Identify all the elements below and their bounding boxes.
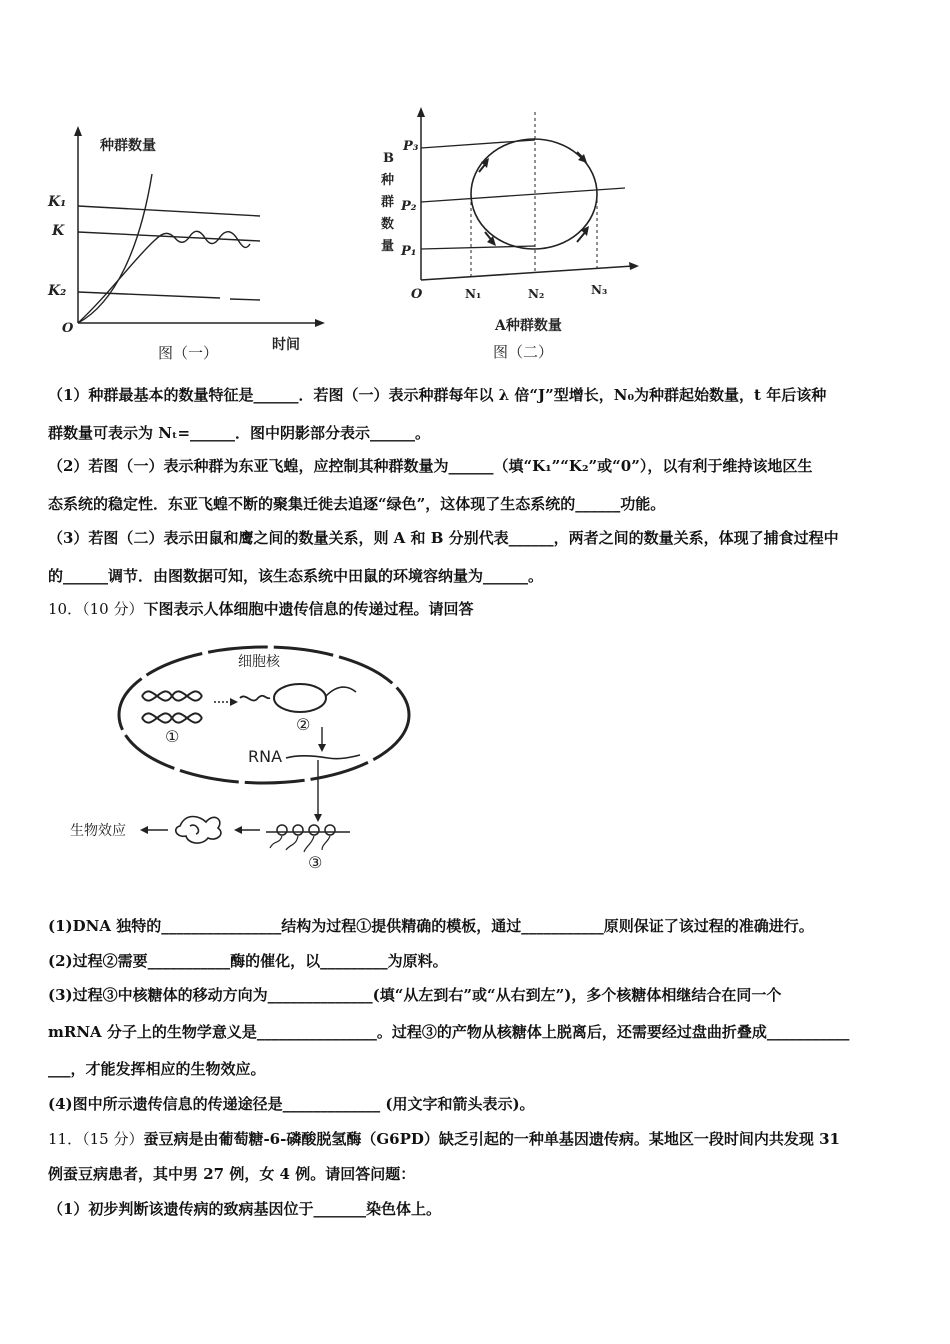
figure-1-graph (40, 118, 340, 370)
k2-line-segment (230, 299, 260, 300)
ribosome-4 (325, 825, 335, 835)
ribosome-1 (277, 825, 287, 835)
x-axis (421, 266, 633, 280)
ribosome-3 (309, 825, 319, 835)
step-2-marker: ② (296, 715, 311, 734)
folded-protein (176, 817, 221, 844)
q10-number: 10． (48, 600, 83, 618)
y-label-char-1: B (383, 151, 394, 166)
q11-stem-line1 (48, 1128, 910, 1150)
arrowhead-3-icon (314, 814, 322, 822)
q10-part4: (4)图中所示遗传信息的传递途径是_____________ (用文字和箭头表示)。 (48, 1095, 535, 1113)
ribosome-2 (293, 825, 303, 835)
arrowhead-4-icon (234, 826, 242, 834)
step-3-marker: ③ (308, 853, 323, 872)
gene-expression-diagram (60, 640, 420, 880)
arrowhead-1-icon (230, 698, 238, 706)
q11-stem-line2: 例蚕豆病患者，其中男 27 例，女 4 例。请回答问题： (48, 1165, 416, 1183)
x-axis-arrow-icon (315, 319, 325, 327)
q10-stem (48, 598, 910, 620)
nucleus-label: 细胞核 (238, 654, 280, 670)
p2-line (421, 188, 625, 202)
label-n3: N₃ (591, 283, 608, 297)
polypeptide-chains (270, 836, 330, 852)
rna-label: RNA (248, 747, 283, 766)
figure-2 (375, 102, 665, 370)
q9-part2-line1: （2）若图（一）表示种群为东亚飞蝗，应控制其种群数量为______（填“K₁”“K₂”或“0”），以有利于维持该地区生 (48, 457, 813, 475)
figure-2-graph (375, 102, 665, 370)
y-axis-arrow-icon (74, 126, 82, 136)
s-curve (78, 231, 250, 323)
figure-1-caption: 图（一） (158, 344, 219, 362)
q9-part3-line2: 的______调节．由图数据可知，该生态系统中田鼠的环境容纳量为______。 (48, 567, 544, 585)
x-axis-arrow-icon (629, 262, 639, 270)
label-n1: N₁ (465, 287, 482, 301)
mrna-in-nucleus (286, 755, 360, 759)
label-p3: P₃ (403, 139, 419, 154)
q11-number: 11． (48, 1130, 83, 1148)
x-axis-label: 时间 (272, 337, 300, 353)
x-axis-label: A种群数量 (495, 318, 562, 334)
transcription-dna (240, 696, 270, 701)
q10-part3-line3: ___，才能发挥相应的生物效应。 (48, 1060, 266, 1078)
q10-part3-line1: (3)过程③中核糖体的移动方向为______________(填“从左到右”或“从右到左”)，多个核糖体相继结合在同一个 (48, 986, 782, 1004)
y-label-char-3: 群 (381, 195, 395, 210)
q10-part2: (2)过程②需要___________酶的催化，以_________为原料。 (48, 952, 448, 970)
figure-2-caption: 图（二） (493, 343, 554, 361)
j-curve (78, 174, 152, 323)
label-n2: N₂ (528, 287, 545, 301)
arrowhead-5-icon (140, 826, 148, 834)
q11-part1: （1）初步判断该遗传病的致病基因位于_______染色体上。 (48, 1200, 441, 1218)
q11-stem-text: 蚕豆病是由葡萄糖-6-磷酸脱氢酶（G6PD）缺乏引起的一种单基因遗传病。某地区一段时间内共发现 31 (143, 1130, 840, 1148)
y-axis-arrow-icon (417, 107, 425, 117)
y-label-char-2: 种 (381, 173, 395, 188)
figure-1 (40, 118, 340, 370)
y-label-char-4: 数 (381, 217, 395, 232)
label-p1: P₁ (401, 244, 417, 259)
effect-label: 生物效应 (70, 823, 126, 839)
y-label-char-5: 量 (381, 239, 395, 254)
label-p2: P₂ (401, 199, 417, 214)
k1-line (78, 206, 260, 216)
step-1-marker: ① (165, 727, 180, 746)
arrowhead-2-icon (318, 744, 326, 752)
k2-line (78, 292, 220, 298)
q9-part1-line2: 群数量可表示为 Nₜ=______．图中阴影部分表示______。 (48, 424, 431, 442)
gene-expression-svg (60, 640, 420, 880)
transcription-bubble (274, 684, 326, 712)
q11-score: （15 分） (82, 1130, 144, 1148)
q9-part3-line1: （3）若图（二）表示田鼠和鹰之间的数量关系，则 A 和 B 分别代表______，两者之间的数量关系，体现了捕食过程中 (48, 529, 839, 547)
rna-strand-out (326, 687, 356, 696)
q9-part1-line1: （1）种群最基本的数量特征是______．若图（一）表示种群每年以 λ 倍“J”型增长，N₀为种群起始数量，t 年后该种 (48, 386, 827, 404)
q10-stem-text: 下图表示人体细胞中遗传信息的传递过程。请回答 (143, 600, 474, 618)
q10-part3-line2: mRNA 分子上的生物学意义是________________。过程③的产物从核糖体上脱离后，还需要经过盘曲折叠成___________ (48, 1023, 850, 1041)
label-origin: O (62, 321, 74, 336)
y-axis-label: 种群数量 (100, 138, 156, 154)
q10-score: （10 分） (82, 600, 144, 618)
label-k: K (52, 223, 65, 239)
label-origin: O (411, 287, 423, 302)
q10-part1: (1)DNA 独特的________________结构为过程①提供精确的模板，通过___________原则保证了该过程的准确进行。 (48, 917, 814, 935)
q9-part2-line2: 态系统的稳定性．东亚飞蝗不断的聚集迁徙去追逐“绿色”，这体现了生态系统的______功能。 (48, 495, 666, 513)
label-k2: K₂ (48, 283, 67, 299)
label-k1: K₁ (48, 194, 67, 210)
